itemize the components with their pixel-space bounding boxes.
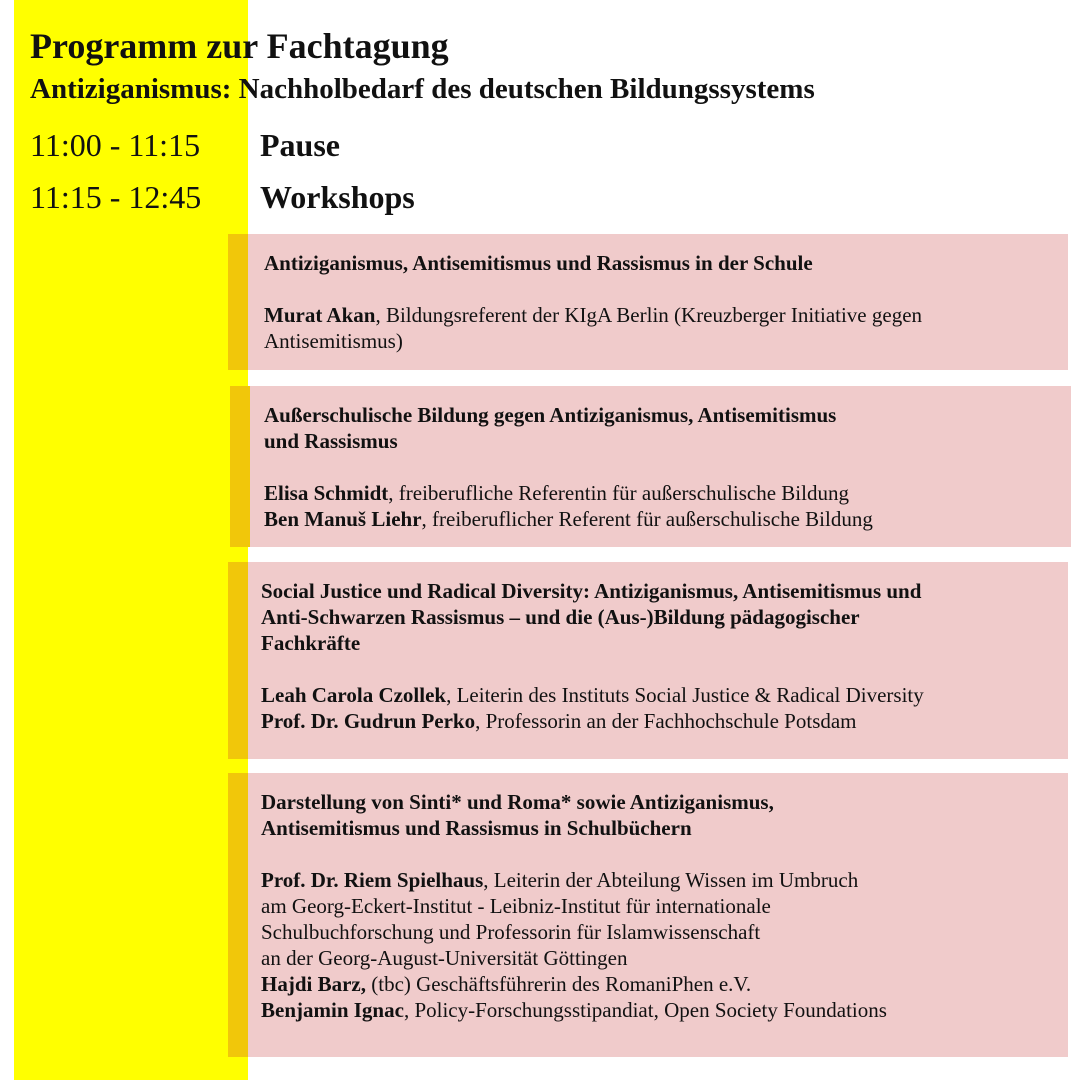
workshop-title (264, 402, 1071, 454)
speaker-description: , Bildungsreferent der KIgA Berlin (Kreuzberger Initiative gegen (375, 303, 923, 327)
speaker-entry (261, 867, 1068, 971)
workshop-title-line: Fachkräfte (261, 631, 361, 655)
workshop-title-line: und Rassismus (264, 429, 398, 453)
schedule-time-pause: 11:00 - 11:15 (30, 127, 201, 163)
speaker-description: (tbc) Geschäftsführerin des RomaniPhen e.V. (366, 972, 752, 996)
workshop-title-line: Antiziganismus, Antisemitismus und Rassismus in der Schule (264, 251, 813, 275)
speaker-description: , freiberufliche Referentin für außerschulische Bildung (388, 481, 849, 505)
workshop-accent-strip (228, 562, 248, 759)
speaker-description: , freiberuflicher Referent für außerschulische Bildung (421, 507, 873, 531)
workshop-accent-strip (228, 234, 248, 370)
speaker-description: Schulbuchforschung und Professorin für Islamwissenschaft (261, 920, 761, 944)
workshop-title-line: Antisemitismus und Rassismus in Schulbüchern (261, 816, 692, 840)
workshop-title-line: Außerschulische Bildung gegen Antiziganismus, Antisemitismus (264, 403, 837, 427)
speaker-name: Hajdi Barz, (261, 972, 366, 996)
speaker-entry (264, 506, 1071, 532)
schedule-label-workshops: Workshops (260, 179, 415, 215)
schedule-time-workshops: 11:15 - 12:45 (30, 179, 202, 215)
workshop-title (261, 578, 1068, 656)
workshop-accent-strip (228, 773, 248, 1057)
speaker-entry (261, 997, 1068, 1023)
workshop-card (228, 562, 1068, 759)
schedule-label-pause: Pause (260, 127, 340, 163)
speaker-description: , Leiterin der Abteilung Wissen im Umbruch (483, 868, 859, 892)
workshop-card (228, 773, 1068, 1057)
speaker-name: Ben Manuš Liehr (264, 507, 422, 531)
speaker-name: Murat Akan (264, 303, 376, 327)
speaker-description: , Policy-Forschungsstipandiat, Open Society Foundations (403, 998, 887, 1022)
speaker-name: Benjamin Ignac (261, 998, 404, 1022)
speaker-description: , Professorin an der Fachhochschule Potsdam (475, 709, 857, 733)
workshop-card (228, 234, 1068, 370)
speaker-name: Leah Carola Czollek (261, 683, 447, 707)
speaker-description: am Georg-Eckert-Institut - Leibniz-Institut für internationale (261, 894, 771, 918)
speaker-entry (261, 971, 1068, 997)
speaker-entry (261, 708, 1068, 734)
workshop-title (264, 250, 1068, 276)
speaker-name: Prof. Dr. Gudrun Perko (261, 709, 476, 733)
speaker-entry (261, 682, 1068, 708)
workshop-card (230, 386, 1071, 547)
speaker-name: Prof. Dr. Riem Spielhaus (261, 868, 484, 892)
page-subtitle: Antiziganismus: Nachholbedarf des deutschen Bildungssystems (30, 73, 815, 105)
workshop-title-line: Anti-Schwarzen Rassismus – und die (Aus-)Bildung pädagogischer (261, 605, 860, 629)
speaker-entry (264, 480, 1071, 506)
speaker-name: Elisa Schmidt (264, 481, 389, 505)
speaker-description: , Leiterin des Instituts Social Justice & Radical Diversity (446, 683, 924, 707)
workshop-title-line: Darstellung von Sinti* und Roma* sowie Antiziganismus, (261, 790, 774, 814)
speaker-description: an der Georg-August-Universität Göttingen (261, 946, 628, 970)
speaker-entry (264, 302, 1068, 354)
speaker-description: Antisemitismus) (264, 329, 403, 353)
page-title: Programm zur Fachtagung (30, 26, 449, 66)
workshop-title (261, 789, 1068, 841)
workshop-title-line: Social Justice und Radical Diversity: Antiziganismus, Antisemitismus und (261, 579, 922, 603)
workshop-accent-strip (230, 386, 250, 547)
